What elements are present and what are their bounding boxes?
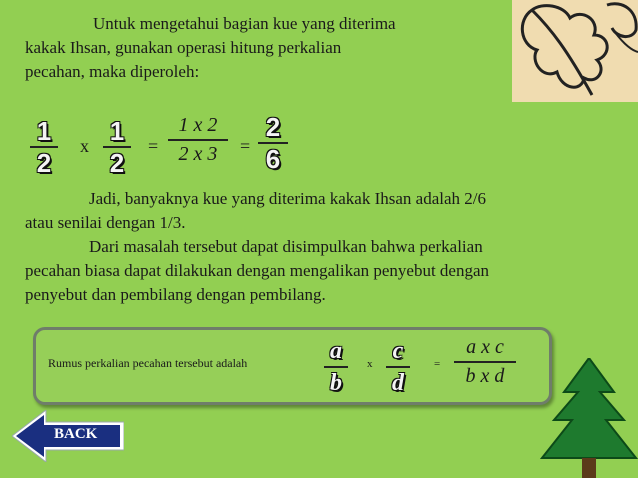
formula-box bbox=[33, 327, 552, 405]
numerator: c bbox=[392, 338, 404, 364]
leaf-decoration bbox=[512, 0, 638, 102]
back-button-label: BACK bbox=[54, 426, 98, 442]
numerator: a bbox=[330, 338, 342, 364]
fraction-1-2-b bbox=[103, 118, 131, 176]
fraction-bar bbox=[168, 139, 228, 141]
conclusion-line-5: penyebut dan pembilang dengan pembilang. bbox=[25, 285, 326, 304]
denominator: b bbox=[330, 370, 342, 396]
conclusion-line-2: atau senilai dengan 1/3. bbox=[25, 213, 186, 232]
denominator: 6 bbox=[265, 144, 281, 174]
numerator: 1 x 2 bbox=[178, 114, 218, 136]
fraction-bar bbox=[324, 366, 348, 368]
intro-line-2: kakak Ihsan, gunakan operasi hitung perkalian bbox=[25, 38, 342, 57]
numerator: a x c bbox=[466, 336, 504, 358]
fraction-a-b bbox=[324, 338, 348, 396]
leaf-icon bbox=[512, 0, 638, 102]
fraction-c-d bbox=[386, 338, 410, 396]
conclusion-line-3: Dari masalah tersebut dapat disimpulkan bahwa perkalian bbox=[89, 237, 483, 256]
back-button[interactable] bbox=[12, 410, 124, 462]
intro-line-1: Untuk mengetahui bagian kue yang diterima bbox=[93, 14, 396, 33]
denominator: 2 x 3 bbox=[178, 143, 218, 165]
fraction-expansion bbox=[168, 114, 228, 166]
equals-sign: = bbox=[148, 136, 159, 156]
denominator: 2 bbox=[36, 148, 52, 178]
equals-sign: = bbox=[240, 136, 251, 156]
conclusion-line-4: pecahan biasa dapat dilakukan dengan mengalikan penyebut dengan bbox=[25, 261, 490, 280]
numerator: 2 bbox=[265, 112, 281, 142]
fraction-result bbox=[454, 336, 516, 388]
conclusion-paragraph bbox=[25, 187, 618, 307]
conclusion-line-1: Jadi, banyaknya kue yang diterima kakak Ihsan adalah 2/6 bbox=[89, 189, 487, 208]
times-sign: x bbox=[80, 136, 89, 156]
numerator: 1 bbox=[109, 116, 125, 146]
denominator: b x d bbox=[465, 365, 505, 387]
fraction-1-2-a bbox=[30, 118, 58, 176]
formula-label: Rumus perkalian pecahan tersebut adalah bbox=[48, 356, 248, 370]
fraction-2-6 bbox=[258, 114, 288, 172]
pine-tree-icon bbox=[540, 358, 638, 478]
times-sign: x bbox=[367, 358, 373, 370]
intro-line-3: pecahan, maka diperoleh: bbox=[25, 62, 200, 81]
fraction-bar bbox=[454, 361, 516, 363]
denominator: 2 bbox=[109, 148, 125, 178]
fraction-bar bbox=[386, 366, 410, 368]
denominator: d bbox=[392, 370, 404, 396]
numerator: 1 bbox=[36, 116, 52, 146]
equals-sign: = bbox=[434, 358, 441, 370]
intro-paragraph bbox=[25, 12, 483, 84]
